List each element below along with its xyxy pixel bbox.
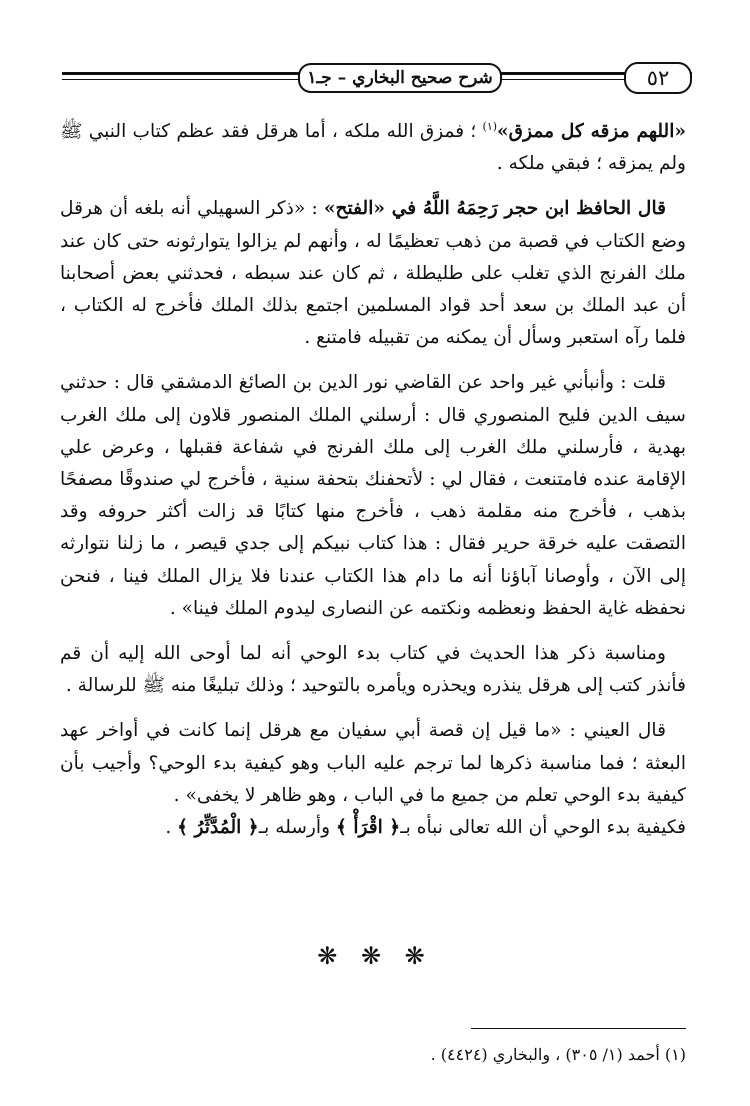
section-separator: ❋ ❋ ❋ bbox=[317, 942, 433, 970]
footnote: (١) أحمد (١/ ٣٠٥) ، والبخاري (٤٤٢٤) . bbox=[430, 1045, 686, 1064]
paragraph-text: . bbox=[165, 817, 178, 839]
page-number: ٥٢ bbox=[624, 62, 692, 94]
paragraph-5 bbox=[60, 715, 686, 812]
paragraph-text: قال العيني : «ما قيل إن قصة أبي سفيان مع هرقل إنما كانت في أواخر عهد البعثة ؛ فما مناسبة ذكرها لما ترجم عليه الباب وهو كيفية بدء الوحي؟ وأجيب بأن كيفية بدء الوحي تعلم من جميع ما في الباب ، وهو ظاهر لا يخفى» . bbox=[60, 720, 686, 806]
quran-ref-iqra: ﴿ اقْرَأْ ﴾ bbox=[335, 817, 401, 839]
paragraph-text: ومناسبة ذكر هذا الحديث في كتاب بدء الوحي أنه لما أوحى الله إليه أن قم فأنذر كتب إلى هرقل ينذره ويحذره ويأمره بالتوحيد ؛ وذلك تبليغًا منه ﷺ للرسالة . bbox=[60, 643, 686, 697]
citation-lead: قال الحافظ ابن حجر رَحِمَهُ اللَّهُ في «الفتح» bbox=[323, 198, 667, 220]
paragraph-text: فكيفية بدء الوحي أن الله تعالى نبأه بـ bbox=[400, 817, 686, 839]
paragraph-text: ؛ فمزق الله ملكه ، أما هرقل فقد عظم كتاب النبي ﷺ ولم يمزقه ؛ فبقي ملكه . bbox=[60, 121, 686, 175]
paragraph-3 bbox=[60, 367, 686, 625]
running-title: شرح صحيح البخاري – جـ١ bbox=[298, 63, 502, 93]
paragraph-4 bbox=[60, 638, 686, 702]
footnote-rule bbox=[471, 1028, 686, 1029]
paragraph-2 bbox=[60, 193, 686, 354]
paragraph-text: قلت : وأنبأني غير واحد عن القاضي نور الدين بن الصائغ الدمشقي قال : حدثني سيف الدين فليح المنصوري قال : أرسلني الملك المنصور قلاون إلى ملك الغرب بهدية ، فأرسلني ملك الغرب إلى ملك الفرنج في شفاعة فقبلها ، وعرض علي الإقامة عنده فامتنعت ، فقال لي : لأتحفنك بتحفة سنية ، فأخرج لي صندوقًا مصفحًا بذهب ، فأخرج منه مقلمة ذهب ، فأخرج منها كتابًا قد زالت أكثر حروفه وقد التصقت عليه خرقة حرير فقال : هذا كتاب نبيكم إلى جدي قيصر ، ما زلنا نتوارثه إلى الآن ، وأوصانا آباؤنا أنه ما دام هذا الكتاب عندنا فلا يزال الملك فينا ، فنحن نحفظه غاية الحفظ ونعظمه ونكتمه عن النصارى ليدوم الملك فينا» . bbox=[60, 372, 686, 619]
paragraph-text: : «ذكر السهيلي أنه بلغه أن هرقل وضع الكتاب في قصبة من ذهب تعظيمًا له ، وأنهم لم يزالوا يتوارثونه حتى كان عند ملك الفرنج الذي تغلب على طليطلة ، ثم كان عند سبطه ، فحدثني بعض أصحابنا أن عبد الملك بن سعد أحد قواد المسلمين اجتمع بذلك الملك فأخرج له الكتاب ، فلما رآه استعبر وسأل أن يمكنه من تقبيله فامتنع . bbox=[60, 198, 686, 349]
page-header bbox=[62, 62, 692, 92]
body-text bbox=[60, 116, 686, 857]
paragraph-6 bbox=[60, 812, 686, 844]
quran-ref-muddaththir: ﴿ الْمُدَّثِّرُ ﴾ bbox=[177, 817, 259, 839]
paragraph-1 bbox=[60, 116, 686, 180]
footnote-ref[interactable]: (١) bbox=[482, 119, 498, 133]
paragraph-text: وأرسله بـ bbox=[258, 817, 336, 839]
hadith-quote: «اللهم مزقه كل ممزق» bbox=[497, 121, 686, 142]
